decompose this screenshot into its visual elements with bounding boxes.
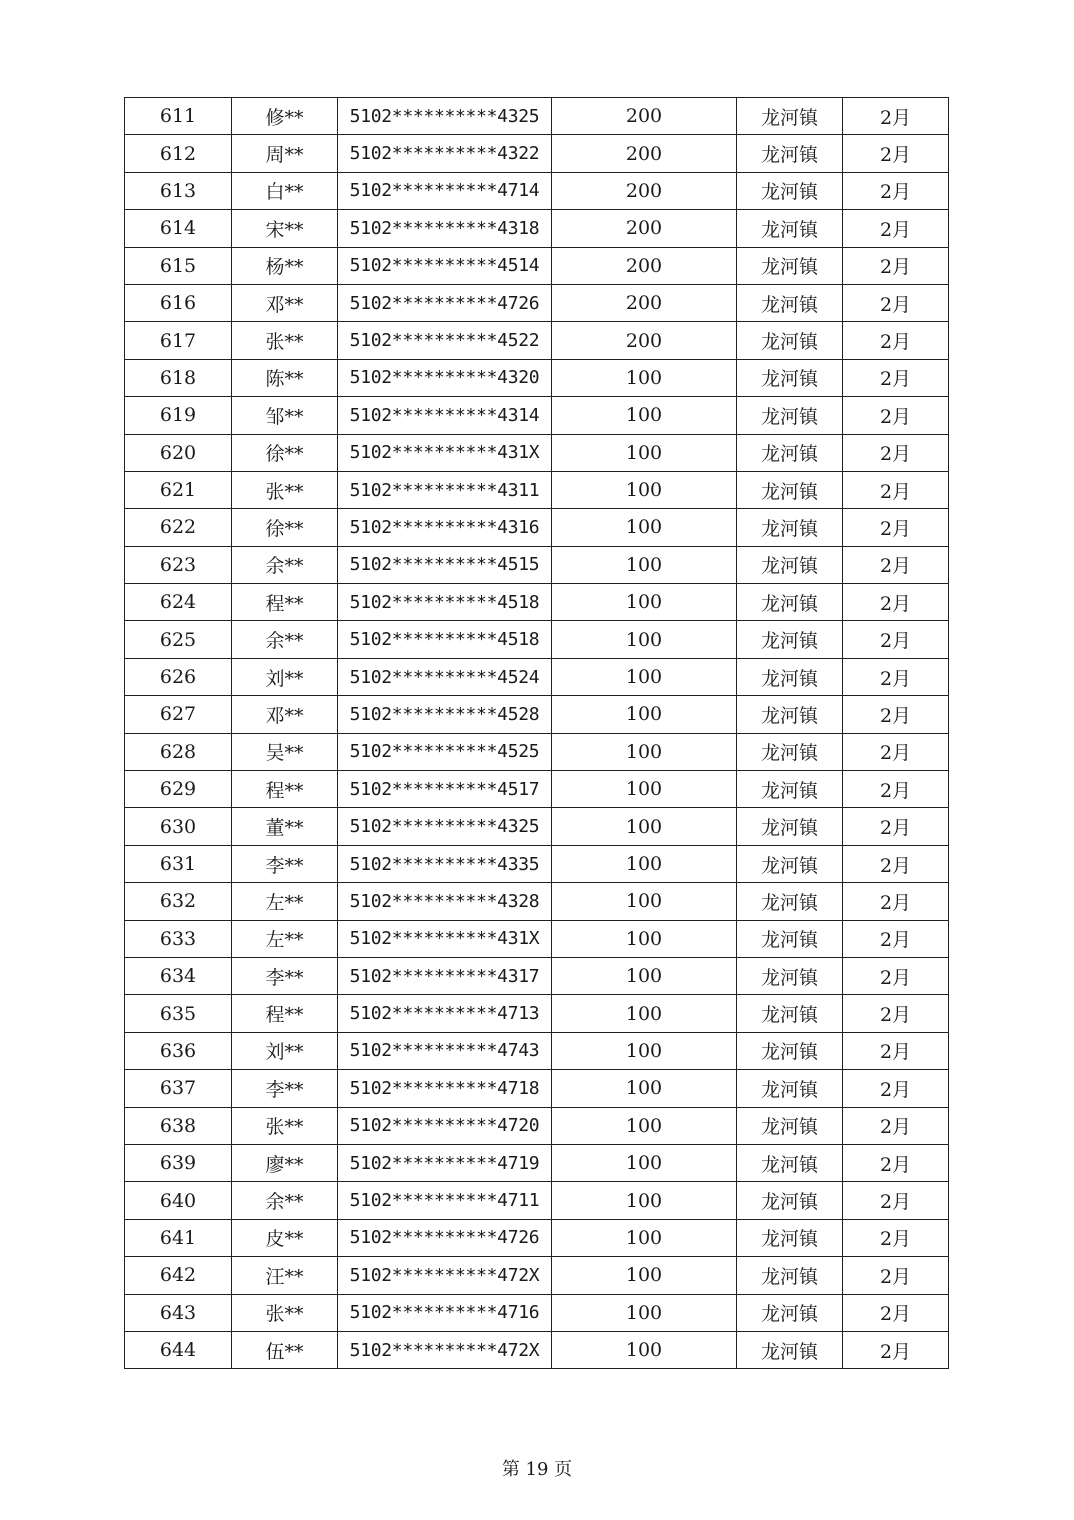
table-row [125,1219,949,1256]
cell-name: 余** [232,1182,338,1219]
cell-month: 2月 [843,434,949,471]
cell-id-number: 5102**********431X [338,434,552,471]
cell-month: 2月 [843,135,949,172]
cell-name: 李** [232,957,338,994]
cell-id-number: 5102**********4518 [338,621,552,658]
cell-month: 2月 [843,995,949,1032]
cell-serial-number: 632 [125,883,232,920]
table-row [125,98,949,135]
table-row [125,359,949,396]
cell-name: 余** [232,621,338,658]
table-row [125,1032,949,1069]
table-row [125,957,949,994]
table-row [125,1144,949,1181]
cell-id-number: 5102**********4325 [338,808,552,845]
cell-month: 2月 [843,509,949,546]
cell-month: 2月 [843,696,949,733]
cell-town: 龙河镇 [737,883,843,920]
cell-name: 董** [232,808,338,845]
cell-name: 白** [232,172,338,209]
cell-amount: 100 [552,1182,737,1219]
cell-month: 2月 [843,920,949,957]
table-row [125,808,949,845]
cell-town: 龙河镇 [737,434,843,471]
cell-name: 周** [232,135,338,172]
table-row [125,845,949,882]
cell-serial-number: 624 [125,584,232,621]
cell-amount: 200 [552,172,737,209]
cell-town: 龙河镇 [737,1331,843,1368]
cell-amount: 100 [552,509,737,546]
cell-amount: 100 [552,883,737,920]
cell-serial-number: 635 [125,995,232,1032]
cell-town: 龙河镇 [737,210,843,247]
table-row [125,1257,949,1294]
cell-id-number: 5102**********4524 [338,658,552,695]
cell-serial-number: 620 [125,434,232,471]
cell-id-number: 5102**********472X [338,1257,552,1294]
subsidy-roster-table [124,97,949,1369]
cell-amount: 100 [552,397,737,434]
cell-town: 龙河镇 [737,771,843,808]
table-row [125,397,949,434]
cell-amount: 100 [552,733,737,770]
cell-amount: 100 [552,1070,737,1107]
cell-town: 龙河镇 [737,621,843,658]
cell-serial-number: 628 [125,733,232,770]
cell-town: 龙河镇 [737,546,843,583]
cell-serial-number: 617 [125,322,232,359]
cell-amount: 200 [552,135,737,172]
cell-amount: 100 [552,1107,737,1144]
cell-name: 陈** [232,359,338,396]
cell-town: 龙河镇 [737,247,843,284]
cell-name: 修** [232,98,338,135]
cell-serial-number: 618 [125,359,232,396]
cell-month: 2月 [843,1107,949,1144]
cell-amount: 200 [552,247,737,284]
cell-amount: 100 [552,584,737,621]
cell-month: 2月 [843,1182,949,1219]
cell-name: 李** [232,845,338,882]
cell-name: 刘** [232,658,338,695]
cell-name: 吴** [232,733,338,770]
cell-serial-number: 643 [125,1294,232,1331]
cell-id-number: 5102**********4525 [338,733,552,770]
cell-name: 皮** [232,1219,338,1256]
cell-month: 2月 [843,359,949,396]
cell-name: 左** [232,883,338,920]
table-row [125,284,949,321]
cell-serial-number: 621 [125,471,232,508]
cell-month: 2月 [843,284,949,321]
cell-town: 龙河镇 [737,995,843,1032]
cell-town: 龙河镇 [737,322,843,359]
cell-serial-number: 614 [125,210,232,247]
cell-serial-number: 623 [125,546,232,583]
cell-name: 廖** [232,1144,338,1181]
cell-name: 程** [232,771,338,808]
cell-id-number: 5102**********4317 [338,957,552,994]
cell-id-number: 5102**********4711 [338,1182,552,1219]
cell-id-number: 5102**********4335 [338,845,552,882]
cell-name: 杨** [232,247,338,284]
cell-amount: 100 [552,995,737,1032]
cell-serial-number: 629 [125,771,232,808]
cell-amount: 100 [552,696,737,733]
cell-id-number: 5102**********4716 [338,1294,552,1331]
cell-town: 龙河镇 [737,658,843,695]
cell-name: 邓** [232,284,338,321]
cell-town: 龙河镇 [737,1107,843,1144]
page-number: 第 19 页 [501,1459,573,1480]
cell-month: 2月 [843,1070,949,1107]
cell-town: 龙河镇 [737,397,843,434]
cell-name: 左** [232,920,338,957]
cell-id-number: 5102**********4314 [338,397,552,434]
table-row [125,172,949,209]
cell-serial-number: 637 [125,1070,232,1107]
cell-amount: 100 [552,434,737,471]
cell-amount: 100 [552,546,737,583]
cell-amount: 100 [552,621,737,658]
table-row [125,1070,949,1107]
cell-month: 2月 [843,210,949,247]
cell-serial-number: 644 [125,1331,232,1368]
cell-name: 张** [232,1294,338,1331]
cell-serial-number: 631 [125,845,232,882]
cell-serial-number: 616 [125,284,232,321]
table-row [125,696,949,733]
cell-month: 2月 [843,808,949,845]
cell-serial-number: 611 [125,98,232,135]
cell-town: 龙河镇 [737,696,843,733]
cell-amount: 100 [552,845,737,882]
cell-id-number: 5102**********4714 [338,172,552,209]
cell-town: 龙河镇 [737,1257,843,1294]
cell-id-number: 5102**********4743 [338,1032,552,1069]
cell-town: 龙河镇 [737,359,843,396]
table-row [125,210,949,247]
cell-month: 2月 [843,845,949,882]
table-row [125,135,949,172]
cell-town: 龙河镇 [737,135,843,172]
cell-name: 徐** [232,509,338,546]
table-row [125,733,949,770]
cell-month: 2月 [843,471,949,508]
cell-serial-number: 622 [125,509,232,546]
cell-town: 龙河镇 [737,920,843,957]
cell-month: 2月 [843,1144,949,1181]
table-row [125,883,949,920]
table-row [125,247,949,284]
cell-town: 龙河镇 [737,172,843,209]
cell-amount: 100 [552,1032,737,1069]
cell-serial-number: 640 [125,1182,232,1219]
cell-town: 龙河镇 [737,284,843,321]
cell-town: 龙河镇 [737,1294,843,1331]
cell-name: 李** [232,1070,338,1107]
table-row [125,771,949,808]
cell-serial-number: 636 [125,1032,232,1069]
cell-name: 宋** [232,210,338,247]
cell-amount: 200 [552,284,737,321]
cell-town: 龙河镇 [737,733,843,770]
cell-town: 龙河镇 [737,1182,843,1219]
cell-id-number: 5102**********4320 [338,359,552,396]
cell-amount: 100 [552,920,737,957]
cell-id-number: 5102**********4726 [338,284,552,321]
table-row [125,1331,949,1368]
cell-id-number: 5102**********4713 [338,995,552,1032]
cell-serial-number: 639 [125,1144,232,1181]
cell-serial-number: 627 [125,696,232,733]
cell-amount: 100 [552,1257,737,1294]
cell-amount: 100 [552,658,737,695]
cell-month: 2月 [843,397,949,434]
cell-id-number: 5102**********4719 [338,1144,552,1181]
cell-amount: 100 [552,771,737,808]
table-row [125,658,949,695]
cell-month: 2月 [843,1032,949,1069]
cell-serial-number: 626 [125,658,232,695]
cell-amount: 100 [552,1219,737,1256]
cell-amount: 100 [552,1144,737,1181]
cell-serial-number: 630 [125,808,232,845]
table-row [125,471,949,508]
cell-serial-number: 613 [125,172,232,209]
cell-month: 2月 [843,1331,949,1368]
cell-month: 2月 [843,546,949,583]
cell-id-number: 5102**********4517 [338,771,552,808]
cell-amount: 200 [552,98,737,135]
cell-month: 2月 [843,1294,949,1331]
cell-month: 2月 [843,172,949,209]
cell-town: 龙河镇 [737,1032,843,1069]
cell-id-number: 5102**********4528 [338,696,552,733]
cell-month: 2月 [843,771,949,808]
cell-serial-number: 625 [125,621,232,658]
cell-name: 程** [232,995,338,1032]
cell-serial-number: 641 [125,1219,232,1256]
table-row [125,995,949,1032]
cell-amount: 100 [552,1294,737,1331]
cell-town: 龙河镇 [737,98,843,135]
table-row [125,509,949,546]
cell-id-number: 5102**********4311 [338,471,552,508]
table-row [125,1182,949,1219]
table-body [125,98,949,1369]
cell-town: 龙河镇 [737,957,843,994]
table-row [125,1294,949,1331]
cell-name: 刘** [232,1032,338,1069]
cell-id-number: 5102**********4316 [338,509,552,546]
cell-id-number: 5102**********4325 [338,98,552,135]
cell-name: 余** [232,546,338,583]
cell-id-number: 5102**********4518 [338,584,552,621]
cell-amount: 100 [552,1331,737,1368]
cell-town: 龙河镇 [737,845,843,882]
cell-town: 龙河镇 [737,584,843,621]
table-row [125,584,949,621]
cell-id-number: 5102**********4522 [338,322,552,359]
table-row [125,322,949,359]
cell-town: 龙河镇 [737,808,843,845]
cell-serial-number: 634 [125,957,232,994]
cell-id-number: 5102**********4318 [338,210,552,247]
cell-id-number: 5102**********4515 [338,546,552,583]
cell-name: 伍** [232,1331,338,1368]
cell-month: 2月 [843,883,949,920]
cell-id-number: 5102**********4328 [338,883,552,920]
cell-amount: 200 [552,210,737,247]
cell-serial-number: 619 [125,397,232,434]
cell-id-number: 5102**********4514 [338,247,552,284]
cell-month: 2月 [843,658,949,695]
cell-month: 2月 [843,733,949,770]
cell-serial-number: 633 [125,920,232,957]
cell-name: 邓** [232,696,338,733]
cell-month: 2月 [843,247,949,284]
cell-name: 邹** [232,397,338,434]
cell-id-number: 5102**********472X [338,1331,552,1368]
table-row [125,434,949,471]
cell-amount: 100 [552,471,737,508]
cell-serial-number: 612 [125,135,232,172]
cell-serial-number: 615 [125,247,232,284]
cell-id-number: 5102**********4726 [338,1219,552,1256]
cell-id-number: 5102**********4322 [338,135,552,172]
cell-amount: 200 [552,322,737,359]
table-row [125,621,949,658]
cell-amount: 100 [552,808,737,845]
cell-month: 2月 [843,584,949,621]
cell-name: 张** [232,471,338,508]
cell-amount: 100 [552,359,737,396]
cell-name: 张** [232,322,338,359]
table-row [125,1107,949,1144]
cell-month: 2月 [843,322,949,359]
cell-month: 2月 [843,1257,949,1294]
cell-amount: 100 [552,957,737,994]
cell-serial-number: 638 [125,1107,232,1144]
cell-town: 龙河镇 [737,509,843,546]
cell-id-number: 5102**********431X [338,920,552,957]
cell-name: 汪** [232,1257,338,1294]
table-row [125,546,949,583]
cell-month: 2月 [843,621,949,658]
table-row [125,920,949,957]
cell-id-number: 5102**********4720 [338,1107,552,1144]
cell-town: 龙河镇 [737,1070,843,1107]
cell-name: 张** [232,1107,338,1144]
cell-id-number: 5102**********4718 [338,1070,552,1107]
cell-town: 龙河镇 [737,471,843,508]
cell-name: 程** [232,584,338,621]
cell-town: 龙河镇 [737,1219,843,1256]
cell-month: 2月 [843,1219,949,1256]
cell-name: 徐** [232,434,338,471]
cell-month: 2月 [843,98,949,135]
cell-town: 龙河镇 [737,1144,843,1181]
cell-month: 2月 [843,957,949,994]
cell-serial-number: 642 [125,1257,232,1294]
